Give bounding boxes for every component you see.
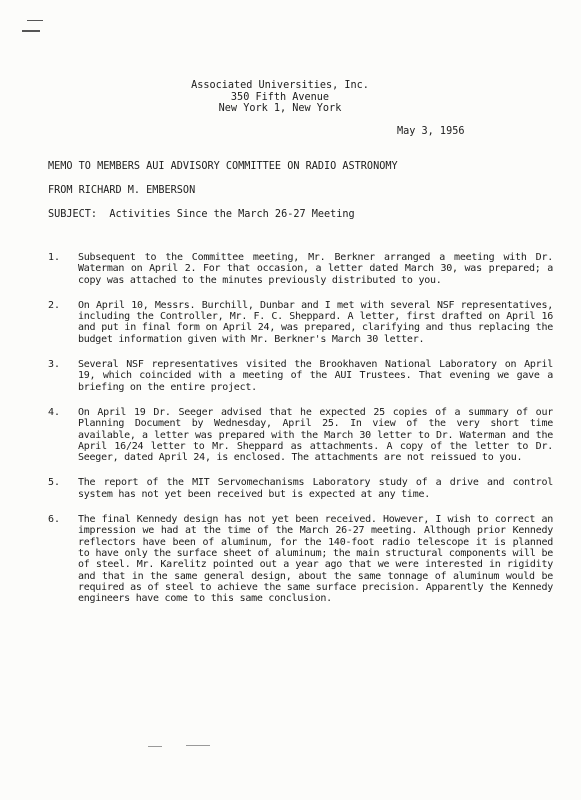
scan-mark (22, 30, 40, 32)
memo-to-line: MEMO TO MEMBERS AUI ADVISORY COMMITTEE ON RADIO ASTRONOMY (48, 161, 398, 172)
item-text: Subsequent to the Committee meeting, Mr. Berkner arranged a meeting with Dr. Waterman on April 2. For that occasion, a letter dated March 30, was prepared; a copy was attached to the minutes previously distributed to you. (78, 252, 553, 286)
item-number: 4. (48, 406, 61, 418)
memo-item (48, 477, 558, 500)
org-city: New York 1, New York (218, 103, 342, 114)
org-name: Associated Universities, Inc. (191, 80, 369, 91)
item-number: 2. (48, 299, 61, 311)
item-text: On April 19 Dr. Seeger advised that he expected 25 copies of a summary of our Planning Document by Wednesday, April 25. In view of the very short time available, a letter was prepared with the March 30 letter to Dr. Waterman and the April 16/24 letter to Mr. Sheppard as attachments. A copy of the letter to Dr. Seeger, dated April 24, is enclosed. The attachments are not reissued to you. (78, 406, 553, 464)
memo-item (48, 514, 558, 604)
item-number: 5. (48, 477, 61, 489)
memo-items (48, 252, 558, 618)
memo-subject-line: SUBJECT: Activities Since the March 26-27 Meeting (48, 209, 355, 220)
memo-item (48, 252, 558, 286)
item-number: 6. (48, 514, 61, 526)
item-text: Several NSF representatives visited the Brookhaven National Laboratory on April 19, which coincided with a meeting of the AUI Trustees. That evening we gave a briefing on the entire project. (78, 359, 553, 393)
item-text: The report of the MIT Servomechanisms Laboratory study of a drive and control system has not yet been received but is expected at any time. (78, 477, 553, 500)
scan-mark (27, 20, 43, 21)
item-text: On April 10, Messrs. Burchill, Dunbar and I met with several NSF representatives, including the Controller, Mr. F. C. Sheppard. A letter, first drafted on April 16 and put in final form on April 24, was prepared, clarifying and thus replacing the budget information given with Mr. Berkner's March 30 letter. (78, 299, 553, 345)
memo-item (48, 407, 558, 463)
memo-item (48, 300, 558, 345)
item-number: 1. (48, 252, 61, 263)
scan-mark (148, 746, 162, 747)
memo-item (48, 359, 558, 393)
memo-from-line: FROM RICHARD M. EMBERSON (48, 185, 196, 196)
memo-date: May 3, 1956 (397, 126, 465, 137)
item-number: 3. (48, 359, 61, 371)
scan-mark (186, 745, 210, 746)
letterhead (150, 80, 410, 115)
org-street: 350 Fifth Avenue (230, 91, 330, 103)
item-text: The final Kennedy design has not yet been received. However, I wish to correct an impression we had at the time of the March 26-27 meeting. Although prior Kennedy reflectors have been of aluminum, for the 140-foot radio telescope it is planned to have only the surface sheet of aluminum; the main structural components will be of steel. Mr. Karelitz pointed out a year ago that we were interested in rigidity and that in the same general design, about the same tonnage of aluminum would be required as of steel to achieve the same surface precision. Apparently the Kennedy engineers have come to this same conclusion. (78, 514, 553, 605)
